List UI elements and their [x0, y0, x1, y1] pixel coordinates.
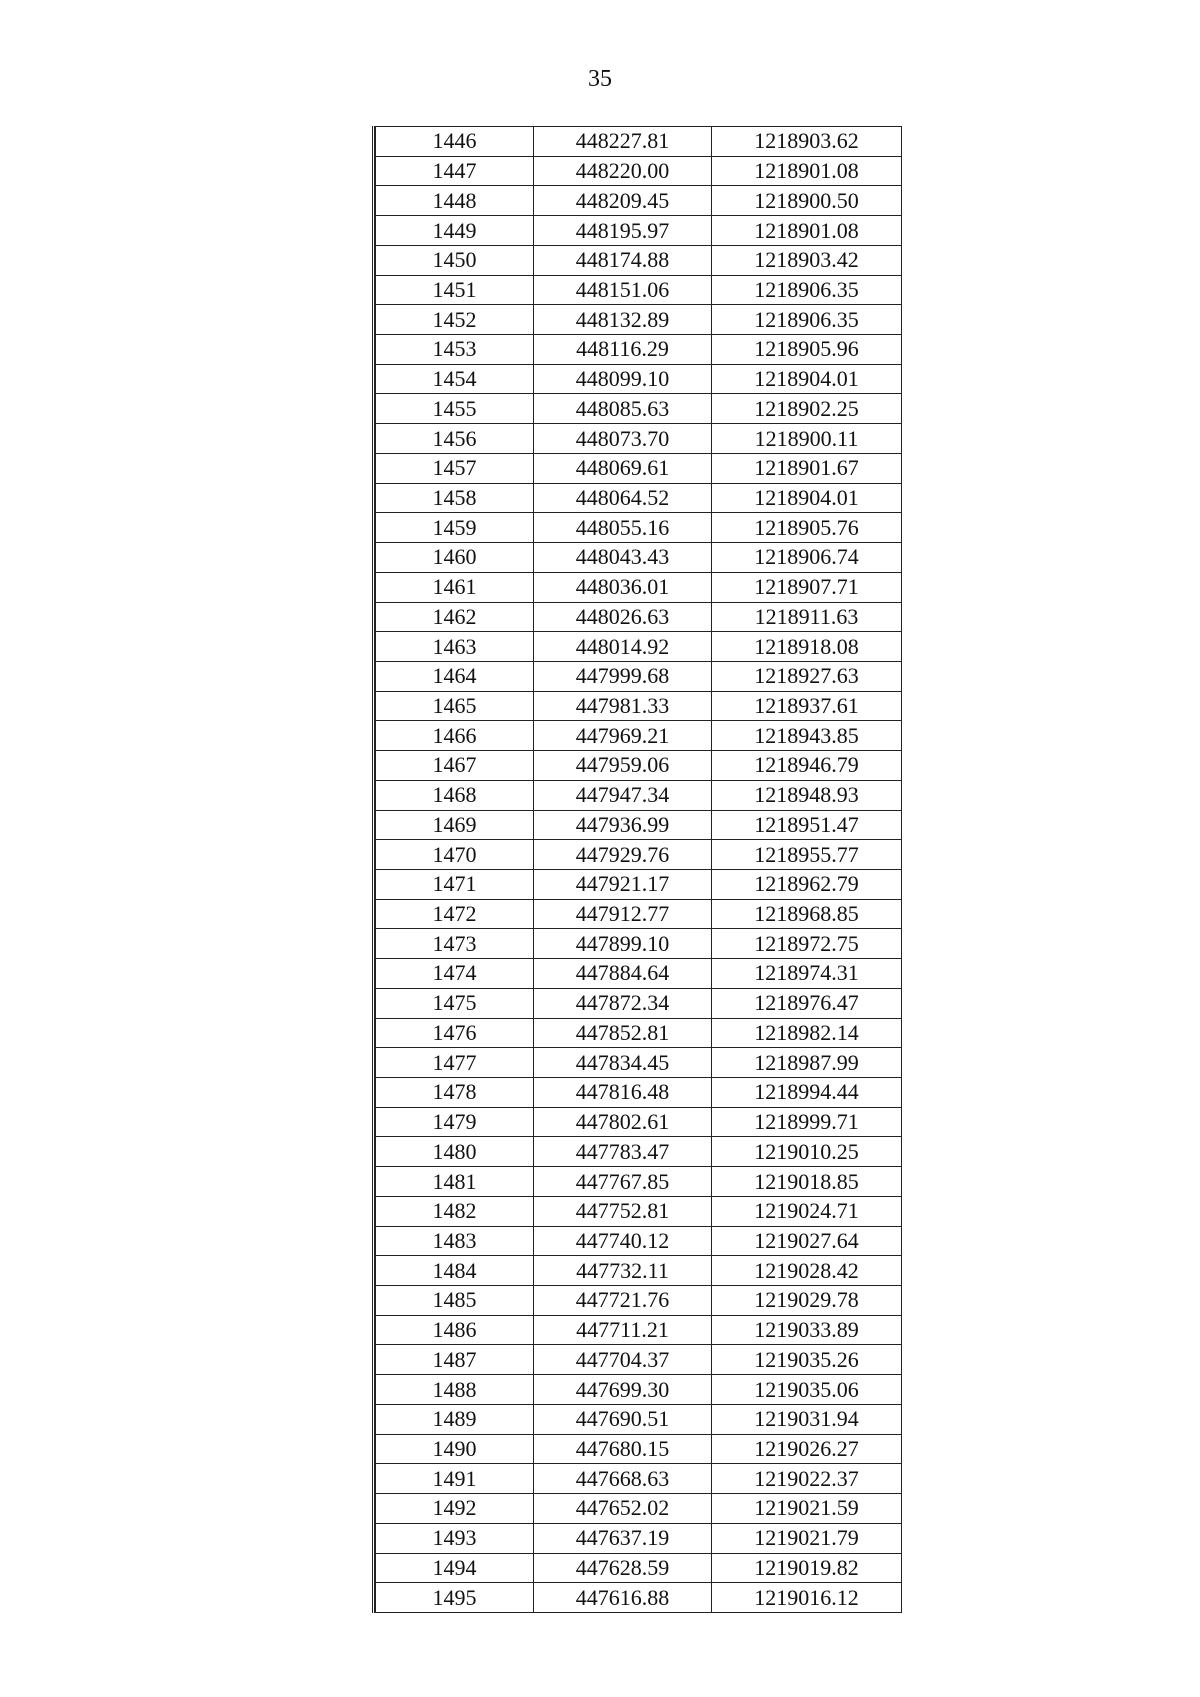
- table-row: [376, 543, 902, 573]
- point-number-cell: 1470: [376, 840, 534, 870]
- point-number-cell: 1490: [376, 1434, 534, 1464]
- x-coordinate-cell: 447680.15: [534, 1434, 712, 1464]
- x-coordinate-cell: 447947.34: [534, 780, 712, 810]
- y-coordinate-cell: 1218974.31: [712, 959, 902, 989]
- x-coordinate-cell: 447872.34: [534, 988, 712, 1018]
- y-coordinate-cell: 1219035.06: [712, 1375, 902, 1405]
- y-coordinate-cell: 1219010.25: [712, 1137, 902, 1167]
- y-coordinate-cell: 1219022.37: [712, 1464, 902, 1494]
- x-coordinate-cell: 447628.59: [534, 1553, 712, 1583]
- y-coordinate-cell: 1219024.71: [712, 1196, 902, 1226]
- point-number-cell: 1477: [376, 1048, 534, 1078]
- x-coordinate-cell: 447616.88: [534, 1583, 712, 1613]
- point-number-cell: 1463: [376, 632, 534, 662]
- table-row: [376, 1523, 902, 1553]
- point-number-cell: 1491: [376, 1464, 534, 1494]
- point-number-cell: 1495: [376, 1583, 534, 1613]
- table-row: [376, 305, 902, 335]
- y-coordinate-cell: 1218901.67: [712, 453, 902, 483]
- point-number-cell: 1473: [376, 929, 534, 959]
- y-coordinate-cell: 1218911.63: [712, 602, 902, 632]
- page-number: 35: [588, 66, 612, 92]
- table-row: [376, 1583, 902, 1613]
- point-number-cell: 1474: [376, 959, 534, 989]
- table-row: [376, 1107, 902, 1137]
- y-coordinate-cell: 1218905.76: [712, 513, 902, 543]
- y-coordinate-cell: 1218951.47: [712, 810, 902, 840]
- point-number-cell: 1447: [376, 156, 534, 186]
- x-coordinate-cell: 447981.33: [534, 691, 712, 721]
- table-row: [376, 810, 902, 840]
- table-row: [376, 661, 902, 691]
- point-number-cell: 1489: [376, 1404, 534, 1434]
- x-coordinate-cell: 448151.06: [534, 275, 712, 305]
- table-row: [376, 721, 902, 751]
- y-coordinate-cell: 1218982.14: [712, 1018, 902, 1048]
- x-coordinate-cell: 448069.61: [534, 453, 712, 483]
- y-coordinate-cell: 1218904.01: [712, 483, 902, 513]
- x-coordinate-cell: 447740.12: [534, 1226, 712, 1256]
- point-number-cell: 1451: [376, 275, 534, 305]
- table-row: [376, 1167, 902, 1197]
- x-coordinate-cell: 447884.64: [534, 959, 712, 989]
- y-coordinate-cell: 1218927.63: [712, 661, 902, 691]
- y-coordinate-cell: 1218906.35: [712, 305, 902, 335]
- point-number-cell: 1461: [376, 572, 534, 602]
- point-number-cell: 1482: [376, 1196, 534, 1226]
- coordinates-table-body: [376, 127, 902, 1613]
- y-coordinate-cell: 1218904.01: [712, 364, 902, 394]
- x-coordinate-cell: 447834.45: [534, 1048, 712, 1078]
- y-coordinate-cell: 1219018.85: [712, 1167, 902, 1197]
- x-coordinate-cell: 447767.85: [534, 1167, 712, 1197]
- point-number-cell: 1454: [376, 364, 534, 394]
- x-coordinate-cell: 447816.48: [534, 1078, 712, 1108]
- point-number-cell: 1472: [376, 899, 534, 929]
- table-row: [376, 1315, 902, 1345]
- x-coordinate-cell: 448055.16: [534, 513, 712, 543]
- table-row: [376, 1226, 902, 1256]
- table-row: [376, 929, 902, 959]
- y-coordinate-cell: 1219033.89: [712, 1315, 902, 1345]
- x-coordinate-cell: 447999.68: [534, 661, 712, 691]
- table-row: [376, 453, 902, 483]
- y-coordinate-cell: 1219019.82: [712, 1553, 902, 1583]
- point-number-cell: 1492: [376, 1494, 534, 1524]
- table-row: [376, 1048, 902, 1078]
- y-coordinate-cell: 1219028.42: [712, 1256, 902, 1286]
- y-coordinate-cell: 1218962.79: [712, 869, 902, 899]
- x-coordinate-cell: 448116.29: [534, 335, 712, 365]
- x-coordinate-cell: 447690.51: [534, 1404, 712, 1434]
- coordinates-table-container: [372, 126, 901, 1613]
- x-coordinate-cell: 448132.89: [534, 305, 712, 335]
- table-row: [376, 1018, 902, 1048]
- x-coordinate-cell: 447637.19: [534, 1523, 712, 1553]
- table-row: [376, 364, 902, 394]
- table-row: [376, 691, 902, 721]
- point-number-cell: 1464: [376, 661, 534, 691]
- x-coordinate-cell: 447936.99: [534, 810, 712, 840]
- table-row: [376, 869, 902, 899]
- table-row: [376, 988, 902, 1018]
- y-coordinate-cell: 1219027.64: [712, 1226, 902, 1256]
- table-row: [376, 1256, 902, 1286]
- point-number-cell: 1487: [376, 1345, 534, 1375]
- point-number-cell: 1459: [376, 513, 534, 543]
- point-number-cell: 1471: [376, 869, 534, 899]
- table-row: [376, 216, 902, 246]
- point-number-cell: 1480: [376, 1137, 534, 1167]
- y-coordinate-cell: 1218900.11: [712, 424, 902, 454]
- x-coordinate-cell: 447711.21: [534, 1315, 712, 1345]
- x-coordinate-cell: 448026.63: [534, 602, 712, 632]
- y-coordinate-cell: 1218918.08: [712, 632, 902, 662]
- y-coordinate-cell: 1218902.25: [712, 394, 902, 424]
- x-coordinate-cell: 447802.61: [534, 1107, 712, 1137]
- y-coordinate-cell: 1218943.85: [712, 721, 902, 751]
- y-coordinate-cell: 1218903.42: [712, 245, 902, 275]
- x-coordinate-cell: 447783.47: [534, 1137, 712, 1167]
- y-coordinate-cell: 1218946.79: [712, 751, 902, 781]
- point-number-cell: 1455: [376, 394, 534, 424]
- x-coordinate-cell: 447732.11: [534, 1256, 712, 1286]
- y-coordinate-cell: 1218907.71: [712, 572, 902, 602]
- x-coordinate-cell: 447668.63: [534, 1464, 712, 1494]
- y-coordinate-cell: 1219035.26: [712, 1345, 902, 1375]
- point-number-cell: 1478: [376, 1078, 534, 1108]
- table-row: [376, 186, 902, 216]
- y-coordinate-cell: 1219016.12: [712, 1583, 902, 1613]
- y-coordinate-cell: 1218955.77: [712, 840, 902, 870]
- table-row: [376, 424, 902, 454]
- point-number-cell: 1486: [376, 1315, 534, 1345]
- table-row: [376, 127, 902, 157]
- x-coordinate-cell: 448073.70: [534, 424, 712, 454]
- y-coordinate-cell: 1218976.47: [712, 988, 902, 1018]
- point-number-cell: 1460: [376, 543, 534, 573]
- y-coordinate-cell: 1218948.93: [712, 780, 902, 810]
- table-row: [376, 602, 902, 632]
- table-row: [376, 780, 902, 810]
- y-coordinate-cell: 1219021.79: [712, 1523, 902, 1553]
- x-coordinate-cell: 448036.01: [534, 572, 712, 602]
- table-row: [376, 959, 902, 989]
- point-number-cell: 1456: [376, 424, 534, 454]
- point-number-cell: 1449: [376, 216, 534, 246]
- table-row: [376, 1464, 902, 1494]
- point-number-cell: 1465: [376, 691, 534, 721]
- y-coordinate-cell: 1218994.44: [712, 1078, 902, 1108]
- x-coordinate-cell: 447959.06: [534, 751, 712, 781]
- y-coordinate-cell: 1218900.50: [712, 186, 902, 216]
- y-coordinate-cell: 1218906.74: [712, 543, 902, 573]
- point-number-cell: 1479: [376, 1107, 534, 1137]
- table-row: [376, 899, 902, 929]
- x-coordinate-cell: 448085.63: [534, 394, 712, 424]
- table-row: [376, 1553, 902, 1583]
- x-coordinate-cell: 448043.43: [534, 543, 712, 573]
- table-row: [376, 394, 902, 424]
- point-number-cell: 1458: [376, 483, 534, 513]
- x-coordinate-cell: 447921.17: [534, 869, 712, 899]
- table-row: [376, 1494, 902, 1524]
- x-coordinate-cell: 447752.81: [534, 1196, 712, 1226]
- x-coordinate-cell: 447899.10: [534, 929, 712, 959]
- point-number-cell: 1466: [376, 721, 534, 751]
- y-coordinate-cell: 1218901.08: [712, 216, 902, 246]
- point-number-cell: 1467: [376, 751, 534, 781]
- table-row: [376, 483, 902, 513]
- table-row: [376, 1137, 902, 1167]
- table-row: [376, 156, 902, 186]
- x-coordinate-cell: 447912.77: [534, 899, 712, 929]
- y-coordinate-cell: 1218937.61: [712, 691, 902, 721]
- table-row: [376, 1404, 902, 1434]
- point-number-cell: 1448: [376, 186, 534, 216]
- table-row: [376, 1434, 902, 1464]
- table-row: [376, 572, 902, 602]
- table-row: [376, 1286, 902, 1316]
- point-number-cell: 1494: [376, 1553, 534, 1583]
- point-number-cell: 1493: [376, 1523, 534, 1553]
- point-number-cell: 1452: [376, 305, 534, 335]
- point-number-cell: 1483: [376, 1226, 534, 1256]
- x-coordinate-cell: 447721.76: [534, 1286, 712, 1316]
- x-coordinate-cell: 448227.81: [534, 127, 712, 157]
- x-coordinate-cell: 447699.30: [534, 1375, 712, 1405]
- x-coordinate-cell: 447704.37: [534, 1345, 712, 1375]
- x-coordinate-cell: 447929.76: [534, 840, 712, 870]
- y-coordinate-cell: 1218987.99: [712, 1048, 902, 1078]
- y-coordinate-cell: 1218972.75: [712, 929, 902, 959]
- point-number-cell: 1476: [376, 1018, 534, 1048]
- point-number-cell: 1453: [376, 335, 534, 365]
- y-coordinate-cell: 1218903.62: [712, 127, 902, 157]
- table-row: [376, 632, 902, 662]
- point-number-cell: 1457: [376, 453, 534, 483]
- x-coordinate-cell: 448209.45: [534, 186, 712, 216]
- point-number-cell: 1485: [376, 1286, 534, 1316]
- point-number-cell: 1462: [376, 602, 534, 632]
- y-coordinate-cell: 1218968.85: [712, 899, 902, 929]
- table-row: [376, 245, 902, 275]
- y-coordinate-cell: 1219021.59: [712, 1494, 902, 1524]
- y-coordinate-cell: 1218905.96: [712, 335, 902, 365]
- point-number-cell: 1468: [376, 780, 534, 810]
- x-coordinate-cell: 447652.02: [534, 1494, 712, 1524]
- x-coordinate-cell: 448064.52: [534, 483, 712, 513]
- y-coordinate-cell: 1219026.27: [712, 1434, 902, 1464]
- point-number-cell: 1488: [376, 1375, 534, 1405]
- table-row: [376, 751, 902, 781]
- coordinates-table: [375, 126, 902, 1613]
- table-row: [376, 275, 902, 305]
- point-number-cell: 1481: [376, 1167, 534, 1197]
- table-row: [376, 513, 902, 543]
- table-row: [376, 1375, 902, 1405]
- x-coordinate-cell: 447969.21: [534, 721, 712, 751]
- table-row: [376, 335, 902, 365]
- x-coordinate-cell: 448220.00: [534, 156, 712, 186]
- y-coordinate-cell: 1218999.71: [712, 1107, 902, 1137]
- x-coordinate-cell: 448195.97: [534, 216, 712, 246]
- point-number-cell: 1484: [376, 1256, 534, 1286]
- y-coordinate-cell: 1218906.35: [712, 275, 902, 305]
- x-coordinate-cell: 448099.10: [534, 364, 712, 394]
- table-row: [376, 1345, 902, 1375]
- table-row: [376, 840, 902, 870]
- table-row: [376, 1078, 902, 1108]
- point-number-cell: 1469: [376, 810, 534, 840]
- table-row: [376, 1196, 902, 1226]
- x-coordinate-cell: 447852.81: [534, 1018, 712, 1048]
- point-number-cell: 1450: [376, 245, 534, 275]
- x-coordinate-cell: 448014.92: [534, 632, 712, 662]
- x-coordinate-cell: 448174.88: [534, 245, 712, 275]
- point-number-cell: 1446: [376, 127, 534, 157]
- point-number-cell: 1475: [376, 988, 534, 1018]
- y-coordinate-cell: 1219031.94: [712, 1404, 902, 1434]
- y-coordinate-cell: 1218901.08: [712, 156, 902, 186]
- y-coordinate-cell: 1219029.78: [712, 1286, 902, 1316]
